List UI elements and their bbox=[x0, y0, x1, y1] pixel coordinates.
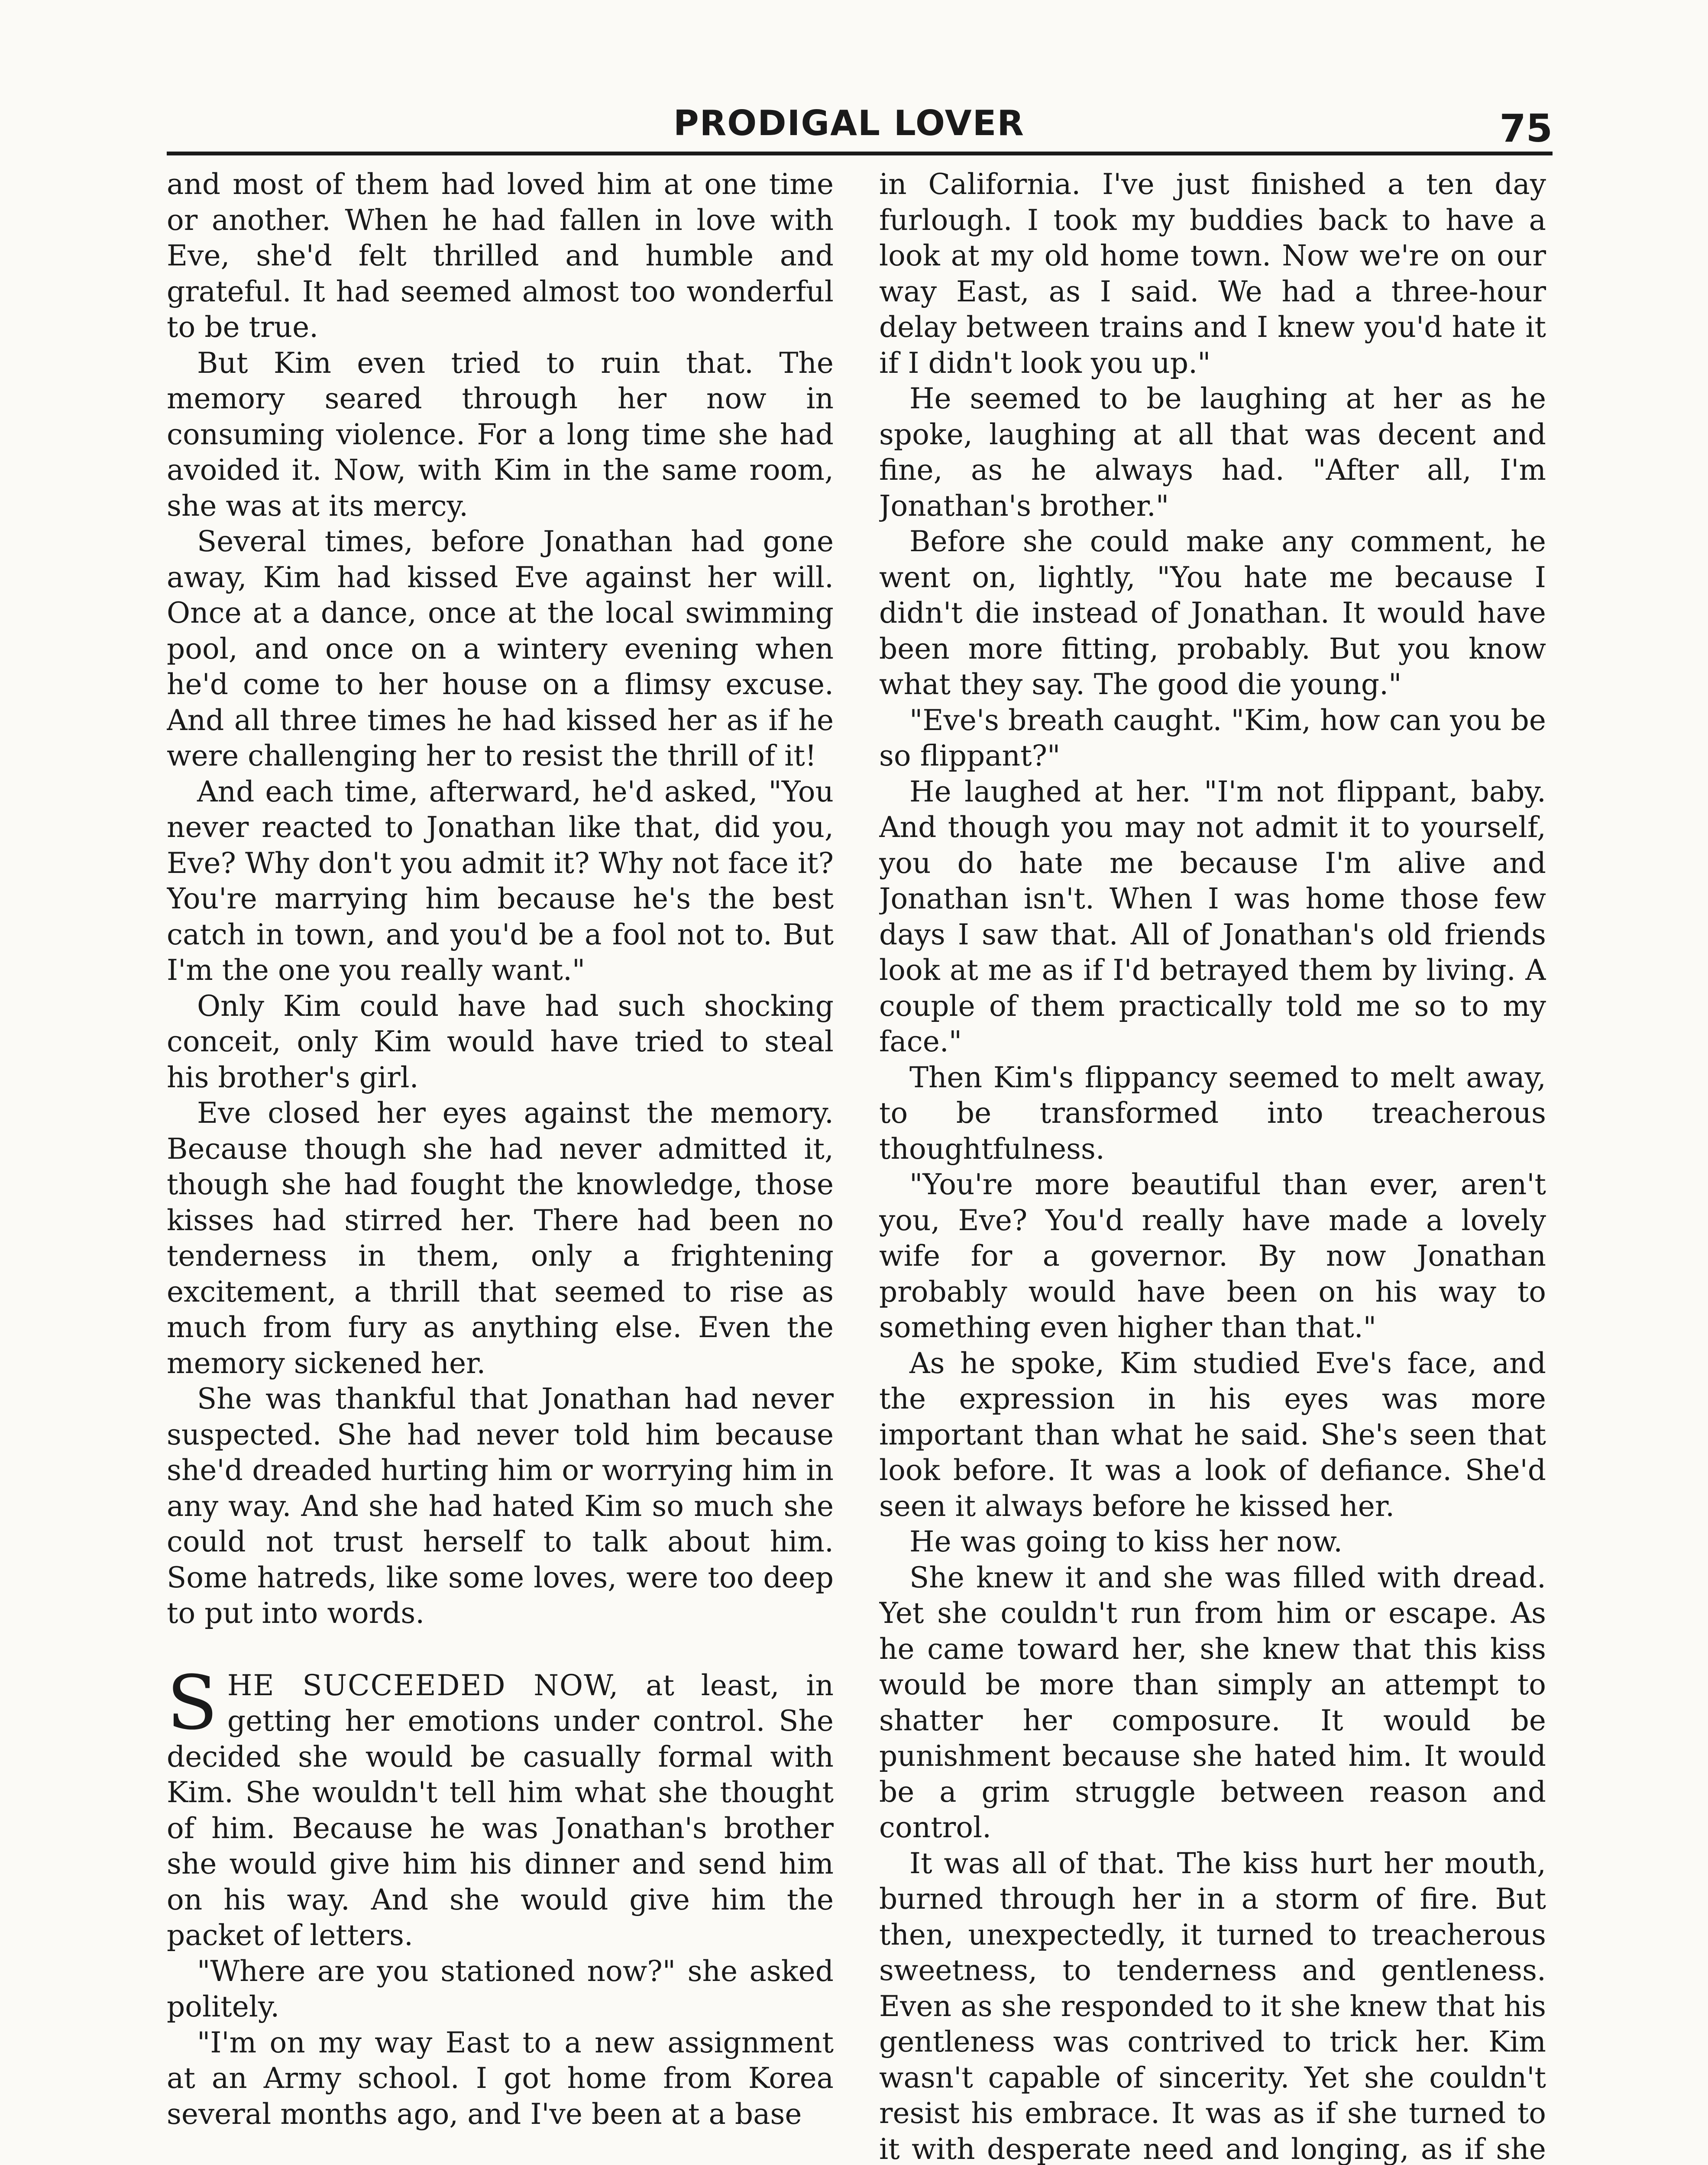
paragraph: and most of them had loved him at one time or another. When he had fallen in love with Eve, she'd felt thrilled and humble and grateful. It had seemed almost too wonderful to be true. bbox=[167, 168, 834, 344]
paragraph: "You're more beautiful than ever, aren't you, Eve? You'd really have made a lovely wife for a governor. By now Jonathan probably would have been on his way to something even higher than that." bbox=[879, 1168, 1546, 1344]
paragraph: Then Kim's flippancy seemed to melt away, to be transformed into treacherous thoughtfulness. bbox=[879, 1060, 1546, 1166]
paragraph: But Kim even tried to ruin that. The memory seared through her now in consuming violence. For a long time she had avoided it. Now, with Kim in the same room, she was at its mercy. bbox=[167, 346, 834, 523]
section-opening-paragraph bbox=[167, 1659, 834, 1954]
page-header bbox=[167, 102, 1553, 149]
right-column bbox=[879, 167, 1546, 2165]
paragraph: "Where are you stationed now?" she asked politely. bbox=[167, 1954, 834, 2023]
paragraph: He seemed to be laughing at her as he spoke, laughing at all that was decent and fine, as he always had. "After all, I'm Jonathan's brother." bbox=[879, 382, 1546, 523]
paragraph: Eve closed her eyes against the memory. Because though she had never admitted it, though she had fought the knowledge, those kisses had stirred her. There had been no tenderness in them, only a frightening excitement, a thrill that seemed to rise as much from fury as anything else. Even the memory sickened her. bbox=[167, 1096, 834, 1380]
header-rule bbox=[167, 152, 1553, 155]
paragraph: Several times, before Jonathan had gone away, Kim had kissed Eve against her will. Once at a dance, once at the local swimming pool, and once on a wintery evening when he'd come to her house on a flimsy excuse. And all three times he had kissed her as if he were challenging her to resist the thrill of it! bbox=[167, 525, 834, 772]
paragraph: She was thankful that Jonathan had never suspected. She had never told him because she'd dreaded hurting him or worrying him in any way. And she had hated Kim so much she could not trust herself to talk about him. Some hatreds, like some loves, were too deep to put into words. bbox=[167, 1382, 834, 1630]
paragraph: "I'm on my way East to a new assignment at an Army school. I got home from Korea several months ago, and I've been at a base bbox=[167, 2026, 834, 2131]
running-title: PRODIGAL LOVER bbox=[673, 103, 1025, 143]
paragraph: "Eve's breath caught. "Kim, how can you be so flippant?" bbox=[879, 703, 1546, 772]
lead-in-caps: HE SUCCEEDED NOW, bbox=[227, 1668, 619, 1702]
paragraph: He was going to kiss her now. bbox=[909, 1525, 1343, 1558]
paragraph: As he spoke, Kim studied Eve's face, and the expression in his eyes was more important than what he said. She's seen that look before. It was a look of defiance. She'd seen it always before he kissed her. bbox=[879, 1346, 1546, 1523]
paragraph: She knew it and she was filled with dread. Yet she couldn't run from him or escape. As he came toward her, she knew that this kiss would be more than simply an attempt to shatter her composure. It would be punishment because she hated him. It would be a grim struggle between reason and control. bbox=[879, 1561, 1546, 1844]
page-number: 75 bbox=[1499, 106, 1553, 151]
paragraph: in California. I've just finished a ten day furlough. I took my buddies back to have a look at my old home town. Now we're on our way East, as I said. We had a three-hour delay between trains and I knew you'd hate it if I didn't look you up." bbox=[879, 168, 1546, 380]
paragraph: And each time, afterward, he'd asked, "You never reacted to Jonathan like that, did you, Eve? Why don't you admit it? Why not face it? You're marrying him because he's the best catch in town, and you'd be a fool not to. But I'm the one you really want." bbox=[167, 775, 834, 987]
paragraph: He laughed at her. "I'm not flippant, baby. And though you may not admit it to yourself, you do hate me because I'm alive and Jonathan isn't. When I was home those few days I saw that. All of Jonathan's old friends look at me as if I'd betrayed them by living. A couple of them practically told me so to my face." bbox=[879, 775, 1546, 1058]
paragraph: Before she could make any comment, he went on, lightly, "You hate me because I didn't die instead of Jonathan. It would have been more fitting, probably. But you know what they say. The good die young." bbox=[879, 525, 1546, 701]
paragraph: It was all of that. The kiss hurt her mouth, burned through her in a storm of fire. But then, unexpectedly, it turned to treacherous sweetness, to tenderness and gentleness. Even as she responded to it she knew that his gentleness was contrived to trick her. Kim wasn't capable of sincerity. Yet she couldn't resist his embrace. It was as if she turned to it with desperate need and longing, as if she bbox=[879, 1846, 1546, 2165]
paragraph: Only Kim could have had such shocking conceit, only Kim would have tried to steal his brother's girl. bbox=[167, 989, 834, 1094]
left-column bbox=[167, 167, 834, 2165]
paragraph-text: at least, in getting her emotions under control. She decided she would be casually formal with Kim. She wouldn't tell him what she thought of him. Because he was Jonathan's brother she would give him his dinner and send him on his way. And she would give him the packet of letters. bbox=[167, 1668, 834, 1952]
drop-cap: S bbox=[167, 1659, 218, 1746]
